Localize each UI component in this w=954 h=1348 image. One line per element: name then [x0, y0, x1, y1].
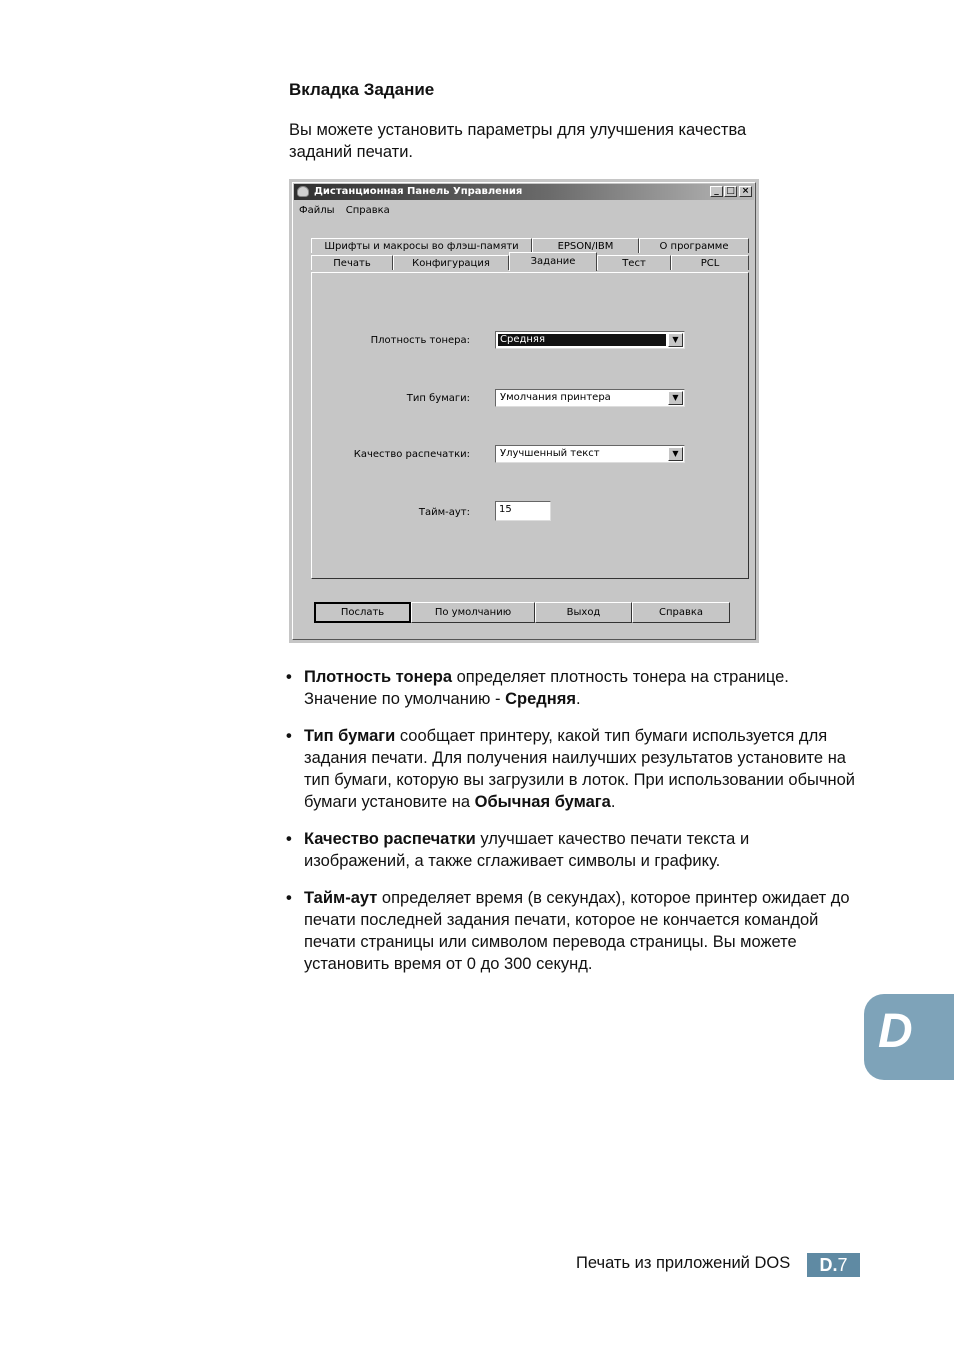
dialog-screenshot — [289, 179, 759, 643]
list-item-text: сообщает принтеру, какой тип бумаги используется для задания печати. Для получения наилучших результатов установите на тип бумаги, которую вы загрузили в лоток. При использовании обычной бумаги установите на — [304, 727, 855, 811]
list-item-term: Плотность тонера — [304, 668, 453, 686]
chevron-down-icon[interactable]: ▼ — [668, 391, 683, 405]
list-item-bold-end: Обычная бумага — [474, 793, 611, 811]
menu-bar — [299, 205, 398, 216]
menu-help[interactable]: Справка — [345, 205, 390, 216]
list-item: • Плотность тонера определяет плотность тонера на странице. Значение по умолчанию - Средняя. — [286, 668, 789, 708]
tab-flash-fonts[interactable]: Шрифты и макросы во флэш-памяти — [311, 238, 532, 253]
list-item: • Тип бумаги сообщает принтеру, какой тип бумаги используется для задания печати. Для получения наилучших результатов установите на тип бумаги, которую вы загрузили в лоток. При использовании обычной бумаги установите на Обычная бумага. — [286, 727, 855, 811]
chevron-down-icon[interactable]: ▼ — [668, 333, 683, 347]
paper-type-label: Тип бумаги: — [406, 393, 470, 404]
list-item-text: определяет плотность тонера на странице. Значение по умолчанию - — [304, 668, 789, 708]
dialog-window — [292, 182, 756, 640]
print-quality-label: Качество распечатки: — [353, 449, 470, 460]
paper-type-select[interactable] — [495, 389, 685, 407]
list-item-term: Тип бумаги — [304, 727, 396, 745]
list-item-term: Качество распечатки — [304, 830, 476, 848]
tab-about[interactable]: О программе — [639, 238, 749, 253]
menu-files[interactable]: Файлы — [299, 205, 335, 216]
tab-epson-ibm[interactable]: EPSON/IBM — [532, 238, 639, 253]
footer-title: Печать из приложений DOS — [576, 1254, 791, 1272]
paper-type-value: Умолчания принтера — [500, 392, 611, 403]
close-button[interactable]: × — [739, 186, 752, 197]
window-title: Дистанционная Панель Управления — [314, 186, 523, 197]
list-item: • Тайм-аут определяет время (в секундах), которое принтер ожидает до печати последней задания печати, которое не кончается командой печати страницы или символом перевода страницы. Вы можете установить время от 0 до 300 секунд. — [286, 889, 850, 973]
list-item-text: определяет время (в секундах), которое принтер ожидает до печати последней задания печати, которое не кончается командой печати страницы или символом перевода страницы. Вы можете установить время от 0 до 300 секунд. — [304, 889, 850, 973]
tab-print[interactable]: Печать — [311, 255, 393, 270]
list-item: • Качество распечатки улучшает качество печати текста и изображений, а также сглаживает символы и графику. — [286, 830, 750, 870]
print-quality-select[interactable] — [495, 445, 685, 463]
send-button[interactable]: Послать — [314, 602, 411, 623]
print-quality-value: Улучшенный текст — [500, 448, 600, 459]
chevron-down-icon[interactable]: ▼ — [668, 447, 683, 461]
title-bar — [294, 184, 754, 200]
toner-density-value: Средняя — [498, 334, 666, 346]
minimize-button[interactable]: _ — [710, 186, 723, 197]
job-tab-panel — [311, 272, 749, 579]
tab-job[interactable]: Задание — [509, 252, 597, 271]
page-prefix: D. — [819, 1255, 838, 1275]
app-icon — [297, 186, 309, 197]
page-number-badge — [807, 1253, 860, 1277]
tab-configuration[interactable]: Конфигурация — [393, 255, 509, 270]
list-item-text: улучшает качество печати текста и изображений, а также сглаживает символы и графику. — [304, 830, 750, 870]
list-item-bold-end: Средняя — [505, 690, 576, 708]
toner-density-select[interactable] — [495, 331, 685, 349]
list-item-term: Тайм-аут — [304, 889, 378, 907]
intro-paragraph: Вы можете установить параметры для улучшения качества заданий печати. — [289, 121, 747, 161]
chapter-letter: D — [878, 1005, 913, 1058]
section-heading: Вкладка Задание — [289, 80, 435, 99]
toner-density-label: Плотность тонера: — [370, 335, 470, 346]
page-number: 7 — [837, 1255, 848, 1275]
help-button[interactable]: Справка — [632, 602, 730, 623]
maximize-button[interactable]: □ — [724, 186, 737, 197]
timeout-input[interactable]: 15 — [495, 501, 551, 521]
exit-button[interactable]: Выход — [535, 602, 632, 623]
chapter-side-tab — [864, 994, 954, 1080]
tabs-row-2 — [311, 255, 749, 271]
default-button[interactable]: По умолчанию — [411, 602, 535, 623]
tab-pcl[interactable]: PCL — [671, 255, 749, 270]
timeout-label: Тайм-аут: — [418, 507, 470, 518]
options-list — [286, 666, 856, 990]
tab-test[interactable]: Тест — [597, 255, 671, 270]
